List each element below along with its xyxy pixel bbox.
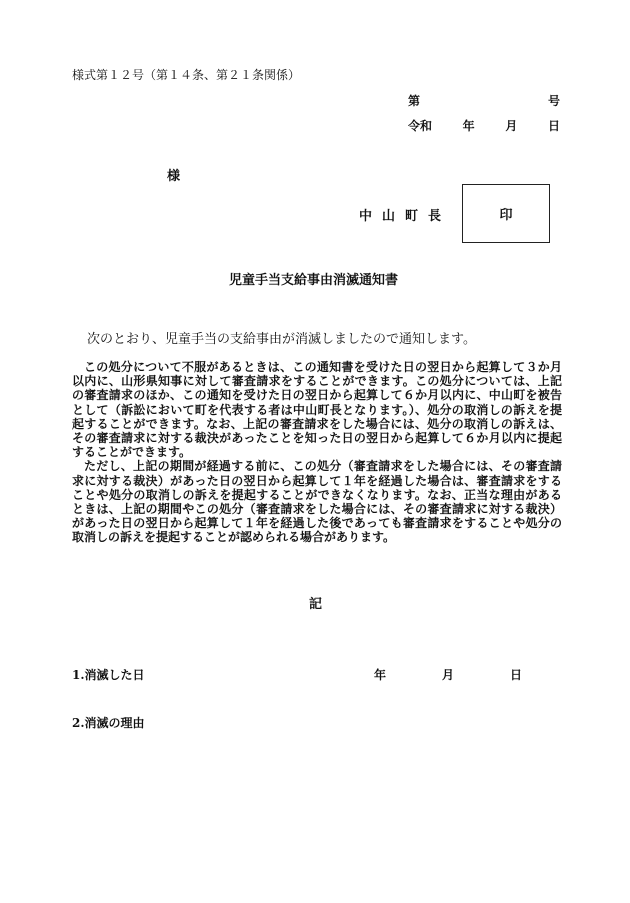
extinction-year: 年 xyxy=(374,668,387,682)
item-extinction-date-label: 1.消滅した日 xyxy=(72,668,145,682)
issue-date-month: 月 xyxy=(505,119,518,133)
proviso-paragraph: ただし、上記の期間が経過する前に、この処分（審査請求をした場合には、その審査請求に対する裁決）があった日の翌日から起算して１年を経過した場合は、審査請求をすることや処分の取消しの訴えを提起することができなくなります。なお、正当な理由があるときは、上記の期間やこの処分（審査請求をした場合には、その審査請求に対する裁決）があった日の翌日から起算して１年を経過した後であっても審査請求をすることや処分の取消しの訴えを提起することが認められる場合があります。 xyxy=(72,459,562,545)
form-number: 様式第１２号（第１４条、第２１条関係） xyxy=(72,68,301,82)
seal-box xyxy=(462,184,550,243)
item-extinction-reason-label: 2.消滅の理由 xyxy=(72,716,145,730)
extinction-day: 日 xyxy=(509,668,522,682)
issue-date-year: 年 xyxy=(462,119,475,133)
appeal-paragraph: この処分について不服があるときは、この通知書を受けた日の翌日から起算して３か月以内に、山形県知事に対して審査請求をすることができます。この処分については、上記の審査請求のほか、この通知を受けた日の翌日から起算して６か月以内に、中山町を被告として（訴訟において町を代表する者は中山町長となります。）、処分の取消しの訴えを提起することができます。なお、上記の審査請求をした場合には、処分の取消しの訴えは、その審査請求に対する裁決があったことを知った日の翌日から起算して６か月以内に提起することができます。 xyxy=(72,360,562,460)
seal-label: 印 xyxy=(499,208,513,223)
issuer-name: 中山町長 xyxy=(359,209,452,224)
item-extinction-date-blank xyxy=(374,666,522,683)
document-number-prefix: 第 xyxy=(408,94,421,108)
ki-label: 記 xyxy=(309,597,323,612)
document-title: 児童手当支給事由消滅通知書 xyxy=(229,273,399,288)
extinction-month: 月 xyxy=(441,668,454,682)
appeal-notice xyxy=(72,360,562,545)
issue-date-line xyxy=(408,117,560,134)
addressee-suffix: 様 xyxy=(167,169,181,184)
issue-date-day: 日 xyxy=(547,119,560,133)
document-number-suffix: 号 xyxy=(547,94,560,108)
issue-date-era: 令和 xyxy=(408,119,433,133)
document-number-line xyxy=(408,92,560,109)
lead-sentence: 次のとおり、児童手当の支給事由が消滅しましたので通知します。 xyxy=(87,332,476,347)
